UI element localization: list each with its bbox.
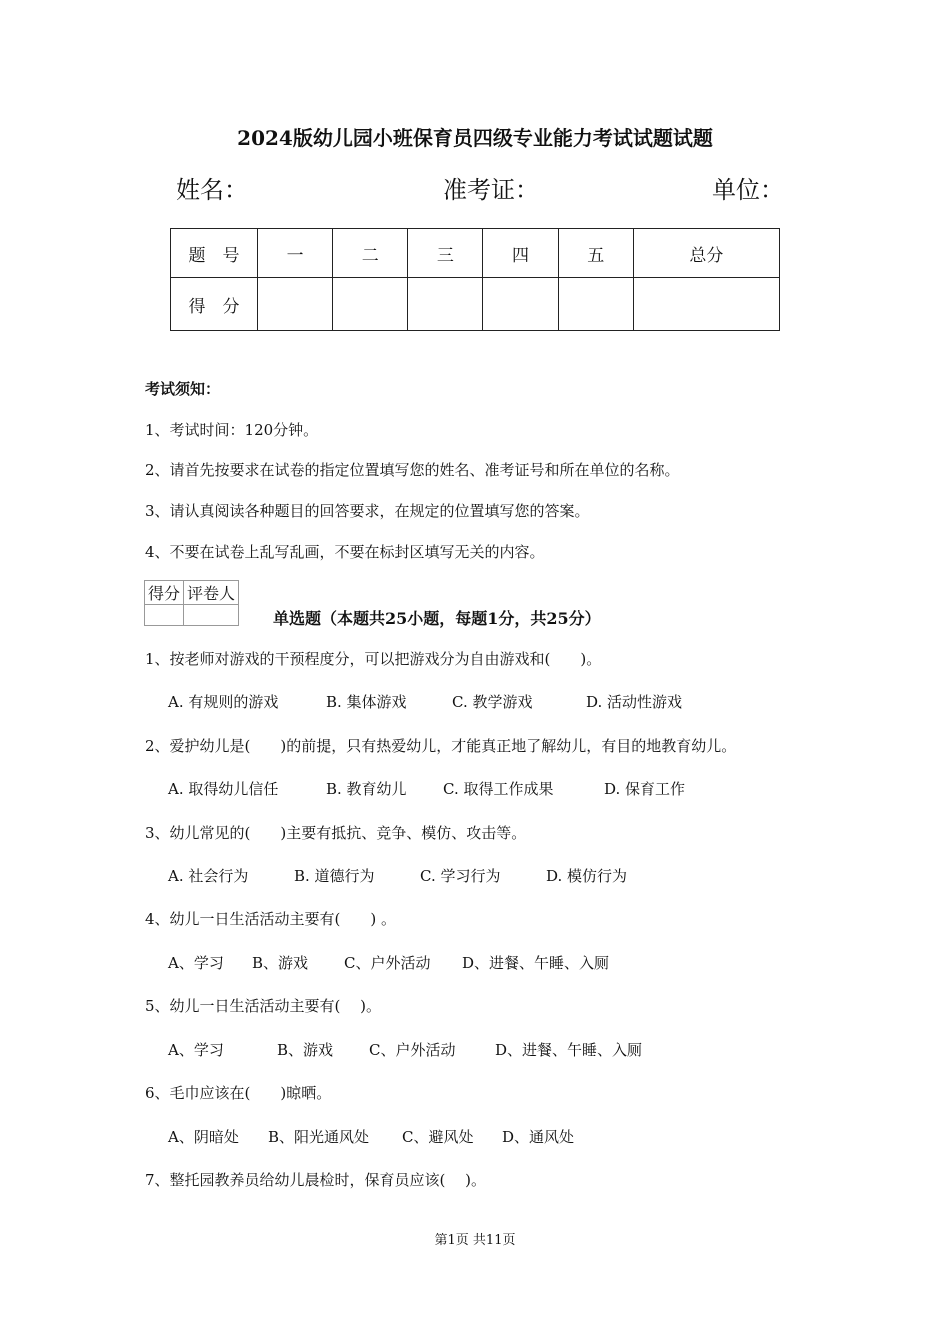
score-header-cell: 题 号 (171, 229, 258, 278)
score-header-cell: 三 (408, 229, 483, 278)
option[interactable]: A. 取得幼儿信任 (168, 780, 279, 798)
notice-item: 4、不要在试卷上乱写乱画，不要在标封区填写无关的内容。 (145, 543, 545, 561)
option[interactable]: D、进餐、午睡、入厕 (495, 1041, 643, 1059)
section-title: 单选题（本题共25小题，每题1分，共25分） (273, 609, 601, 628)
option[interactable]: C. 教学游戏 (452, 693, 533, 711)
question-options (168, 1039, 642, 1060)
score-cell[interactable] (333, 278, 408, 331)
grader-name-cell[interactable] (184, 605, 239, 626)
question: 3、幼儿常见的( )主要有抵抗、竞争、模仿、攻击等。 (145, 824, 527, 842)
option[interactable]: D. 保育工作 (604, 780, 686, 798)
option[interactable]: A. 社会行为 (168, 867, 249, 885)
notice-heading: 考试须知： (145, 380, 221, 398)
option[interactable]: B. 道德行为 (294, 867, 375, 885)
option[interactable]: A、学习 (168, 1041, 224, 1059)
option[interactable]: C. 取得工作成果 (443, 780, 554, 798)
option[interactable]: B、阳光通风处 (268, 1128, 370, 1146)
notice-item: 3、请认真阅读各种题目的回答要求，在规定的位置填写您的答案。 (145, 502, 590, 520)
score-cell[interactable] (258, 278, 333, 331)
notice-item: 1、考试时间：120分钟。 (145, 421, 319, 439)
option[interactable]: D. 模仿行为 (546, 867, 628, 885)
question: 2、爱护幼儿是( )的前提，只有热爱幼儿，才能真正地了解幼儿，有目的地教育幼儿。 (145, 737, 737, 755)
score-cell[interactable] (408, 278, 483, 331)
unit-label: 单位： (712, 176, 784, 204)
question: 4、幼儿一日生活活动主要有( ) 。 (145, 910, 397, 928)
option[interactable]: B、游戏 (252, 954, 309, 972)
option[interactable]: D. 活动性游戏 (586, 693, 683, 711)
page-footer: 第1页 共11页 (434, 1233, 516, 1248)
score-header-cell: 总分 (633, 229, 779, 278)
option[interactable]: B. 集体游戏 (326, 693, 407, 711)
question-options (168, 691, 682, 712)
score-header-cell: 一 (258, 229, 333, 278)
score-cell[interactable] (633, 278, 779, 331)
score-row-label: 得 分 (171, 278, 258, 331)
question-options (168, 778, 685, 799)
question: 1、按老师对游戏的干预程度分，可以把游戏分为自由游戏和( )。 (145, 650, 602, 668)
question-options (168, 1126, 574, 1147)
score-cell[interactable] (558, 278, 633, 331)
option[interactable]: B. 教育幼儿 (326, 780, 407, 798)
option[interactable]: C、户外活动 (344, 954, 431, 972)
option[interactable]: C、避风处 (402, 1128, 474, 1146)
option[interactable]: A、阴暗处 (168, 1128, 239, 1146)
option[interactable]: B、游戏 (277, 1041, 334, 1059)
score-header-cell: 四 (483, 229, 558, 278)
question: 6、毛巾应该在( )晾晒。 (145, 1084, 332, 1102)
notice-item: 2、请首先按要求在试卷的指定位置填写您的姓名、准考证号和所在单位的名称。 (145, 461, 680, 479)
question: 5、幼儿一日生活活动主要有( )。 (145, 997, 382, 1015)
option[interactable]: C、户外活动 (369, 1041, 456, 1059)
name-label: 姓名： (176, 176, 248, 204)
option[interactable]: A. 有规则的游戏 (168, 693, 279, 711)
option[interactable]: A、学习 (168, 954, 224, 972)
score-table (170, 228, 780, 331)
score-cell[interactable] (483, 278, 558, 331)
score-header-cell: 五 (558, 229, 633, 278)
grader-score-label: 得分 (145, 581, 184, 605)
question-options (168, 952, 609, 973)
grader-box (144, 580, 239, 626)
option[interactable]: D、通风处 (502, 1128, 575, 1146)
score-header-cell: 二 (333, 229, 408, 278)
page-title: 2024版幼儿园小班保育员四级专业能力考试试题试题 (237, 126, 713, 150)
option[interactable]: D、进餐、午睡、入厕 (462, 954, 610, 972)
question: 7、整托园教养员给幼儿晨检时，保育员应该( )。 (145, 1171, 487, 1189)
grader-label: 评卷人 (184, 581, 239, 605)
question-options (168, 865, 627, 886)
exam-id-label: 准考证： (443, 176, 539, 204)
option[interactable]: C. 学习行为 (420, 867, 501, 885)
grader-score-cell[interactable] (145, 605, 184, 626)
